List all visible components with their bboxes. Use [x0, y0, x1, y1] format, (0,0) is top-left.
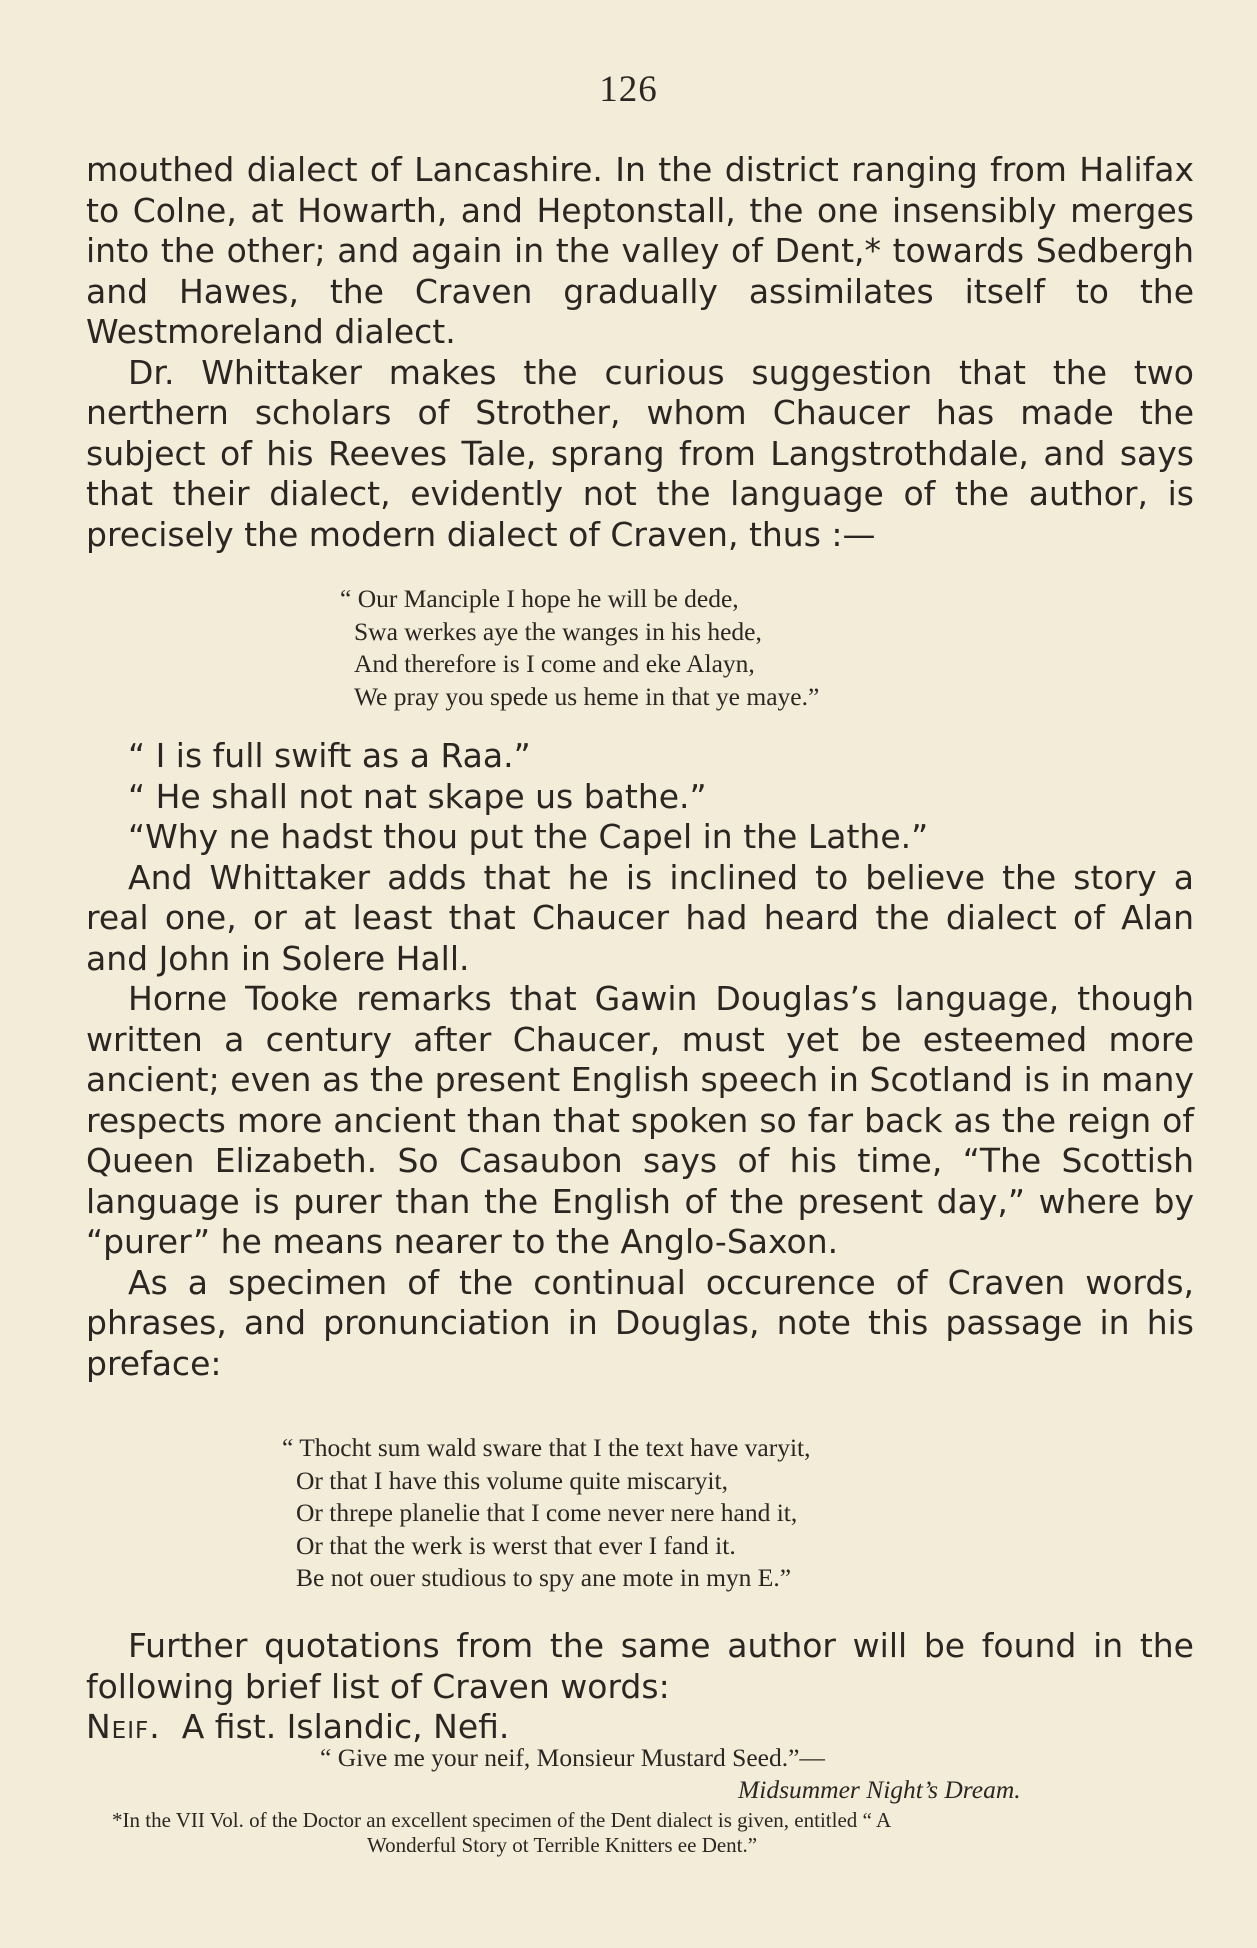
paragraph-3: And Whittaker adds that he is inclined to believe the story a real one, or at least that Chaucer had heard the dialect of Alan and John in Solere Hall. — [86, 857, 1194, 978]
verse-line: “ Thocht sum wald sware that I the text have varyit, — [282, 1433, 811, 1462]
paragraph-5: As a specimen of the continual occurence of Craven words, phrases, and pronunciation in Douglas, note this passage in his preface: — [86, 1262, 1194, 1383]
paragraph-2: Dr. Whittaker makes the curious suggestion that the two nerthern scholars of Strother, whom Chaucer has made the subject of his Reeves Tale, sprang from Langstrothdale, and says that their dialect, evidently not the language of the author, is precisely the modern dialect of Craven, thus :— — [86, 352, 1194, 554]
quote-line: “ I is full swift as a Raa.” — [128, 736, 531, 775]
citation-quote: “ Give me your neif, Monsieur Mustard Seed.”— — [320, 1743, 825, 1772]
verse-line: Be not ouer studious to spy ane mote in myn E.” — [296, 1563, 792, 1592]
verse-line: Or that I have this volume quite miscaryit, — [296, 1465, 728, 1495]
verse-line: We pray you spede us heme in that ye maye.” — [354, 681, 820, 711]
paragraph-4: Horne Tooke remarks that Gawin Douglas’s language, though written a century after Chaucer, must yet be esteemed more ancient; even as the present English speech in Scotland is in many respects more ancient than that spoken so far back as the reign of Queen Elizabeth. So Casaubon says of his time, “The Scottish language is purer than the English of the present day,” where by “purer” he means nearer to the Anglo-Saxon. — [86, 979, 1194, 1261]
glossary-headword: Neif. — [86, 1707, 161, 1746]
footnote — [112, 1808, 1192, 1858]
verse-line: “ Our Manciple I hope he will be dede, — [340, 584, 739, 613]
quote-line: “Why ne hadst thou put the Capel in the Lathe.” — [128, 817, 929, 856]
verse-line: Or that the werk is werst that ever I fand it. — [296, 1530, 736, 1560]
footnote-line-2: Wonderful Story ot Terrible Knitters ee Dent.” — [367, 1833, 758, 1857]
verse-quotation-douglas — [282, 1432, 811, 1595]
citation-source: Midsummer Night’s Dream. — [738, 1775, 1021, 1804]
glossary-definition: A fist. Islandic, Nefi. — [181, 1707, 510, 1746]
verse-line: Or threpe planelie that I come never nere hand it, — [296, 1498, 798, 1527]
body-text-top — [86, 150, 1194, 555]
verse-line: Swa werkes aye the wanges in his hede, — [354, 616, 762, 646]
body-text-middle — [86, 736, 1194, 1384]
footnote-line-1: *In the VII Vol. of the Doctor an excellent specimen of the Dent dialect is given, entitled “ A — [112, 1808, 892, 1832]
quote-line: “ He shall not nat skape us bathe.” — [128, 776, 707, 816]
paragraph-1: mouthed dialect of Lancashire. In the district ranging from Halifax to Colne, at Howarth, and Heptonstall, the one insensibly merges into the other; and again in the valley of Dent,* towards Sedbergh and Hawes, the Craven gradually assimilates itself to the Westmoreland dialect. — [86, 150, 1194, 351]
page-number: 126 — [599, 69, 658, 110]
verse-line: And therefore is I come and eke Alayn, — [354, 649, 755, 678]
body-text-bottom — [86, 1626, 1194, 1748]
paragraph-6: Further quotations from the same author will be found in the following brief list of Craven words: — [86, 1626, 1194, 1706]
verse-quotation-chaucer — [340, 583, 819, 713]
